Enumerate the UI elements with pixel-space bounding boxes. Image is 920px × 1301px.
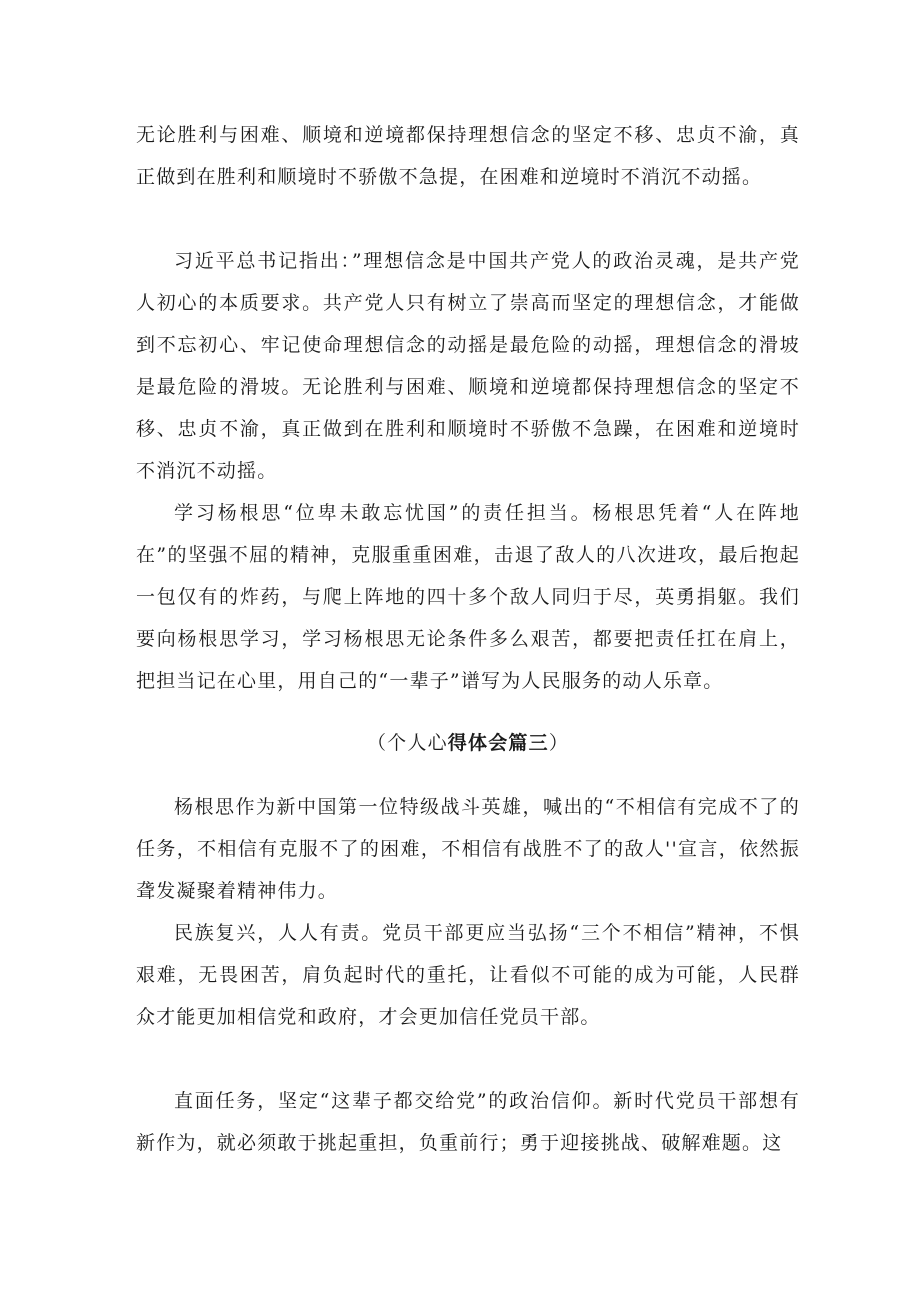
paragraph-ideals-quote: 习近平总书记指出：”理想信念是中国共产党人的政治灵魂，是共产党人初心的本质要求。共产党人只有树立了崇高而坚定的理想信念，才能做到不忘初心、牢记使命理想信念的动摇是最危险的动摇，理想信念的滑坡是最危险的滑坡。无论胜利与困难、顺境和逆境都保持理想信念的坚定不移、忠贞不渝，真正做到在胜利和顺境时不骄傲不急躁，在困难和逆境时不消沉不动摇。: [136, 250, 800, 482]
paragraph-tasks: 直面任务，坚定“这辈子都交给党”的政治信仰。新时代党员干部想有新作为，就必须敢于挑起重担，负重前行；勇于迎接挑战、破解难题。这: [136, 1090, 800, 1154]
heading-prefix: （个人心: [366, 732, 448, 754]
paragraph-continued: 无论胜利与困难、顺境和逆境都保持理想信念的坚定不移、忠贞不渝，真正做到在胜利和顺境时不骄傲不急提，在困难和逆境时不消沉不动摇。: [136, 124, 800, 188]
paragraph-hero: 杨根思作为新中国第一位特级战斗英雄，喊出的“不相信有完成不了的任务，不相信有克服不了的困难，不相信有战胜不了的敌人''宣言，依然振聋发凝聚着精神伟力。: [136, 796, 800, 902]
section-heading: [136, 722, 800, 764]
paragraph-revival: 民族复兴，人人有责。党员干部更应当弘扬“三个不相信”精神，不惧艰难，无畏困苦，肩负起时代的重托，让看似不可能的成为可能，人民群众才能更加相信党和政府，才会更加信任党员干部。: [136, 922, 800, 1028]
heading-bold: 得体会篇三: [447, 732, 549, 754]
heading-suffix: ）: [548, 732, 570, 754]
paragraph-responsibility: 学习杨根思“位卑未敢忘忧国”的责任担当。杨根思凭着“人在阵地在”的坚强不屈的精神，克服重重困难，击退了敌人的八次进攻，最后抱起一包仅有的炸药，与爬上阵地的四十多个敌人同归于尽，英勇捐躯。我们要向杨根思学习，学习杨根思无论条件多么艰苦，都要把责任扛在肩上，把担当记在心里，用自己的“一辈子”谱写为人民服务的动人乐章。: [136, 502, 800, 692]
